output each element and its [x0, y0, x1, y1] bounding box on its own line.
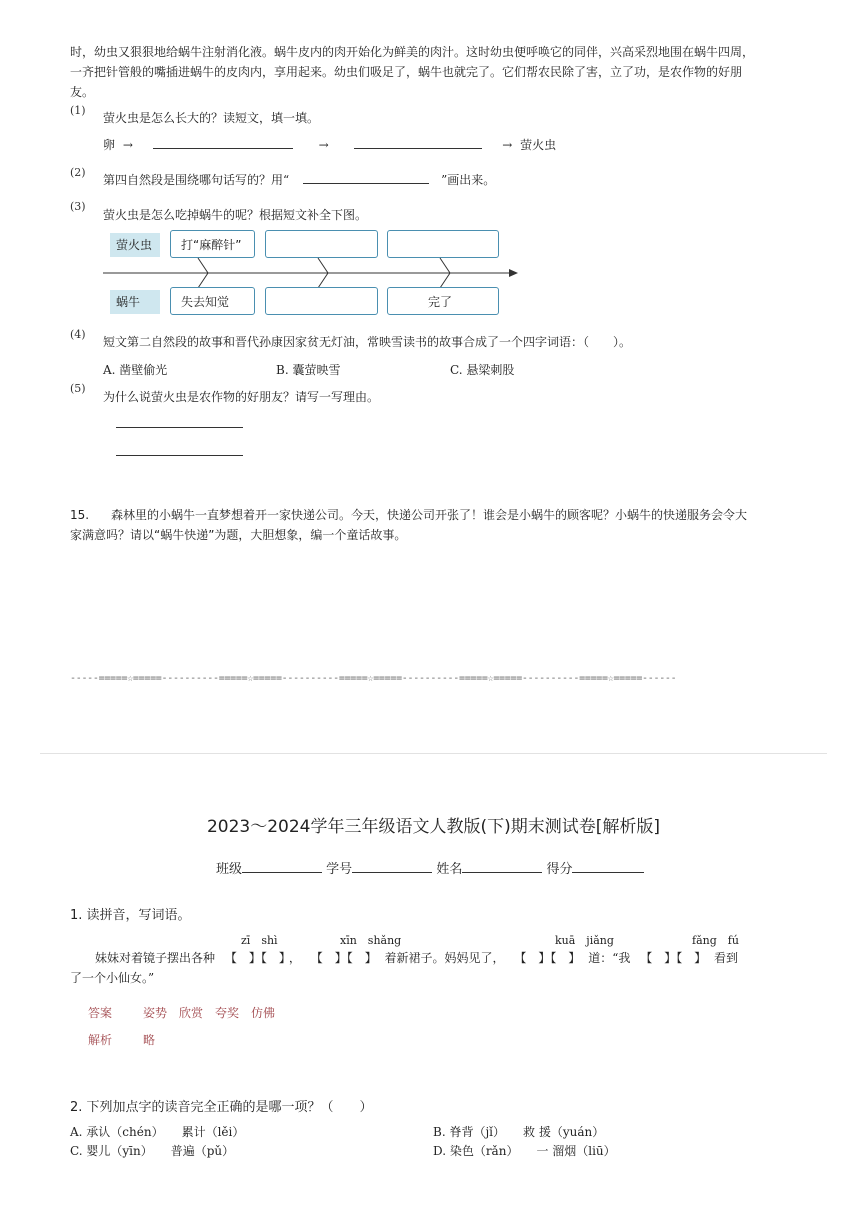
field-score-blank[interactable] [572, 860, 644, 873]
q2-blank[interactable] [303, 171, 429, 184]
passage-line-2: 一齐把针管般的嘴插进蜗牛的皮肉内，享用起来。幼虫们吸足了，蜗牛也就完了。它们帮农民除了害，立了功，是农作物的好朋 [70, 65, 743, 79]
pinyin-1: zī shì [241, 934, 278, 947]
q2-text-b: ”画出来。 [441, 173, 496, 187]
arrow-icon: → [318, 138, 329, 152]
e2-option-b[interactable]: B. 脊背（jǐ） 救 援（yuán） [433, 1125, 605, 1139]
exam-info-fields [216, 858, 644, 877]
pinyin-3: kuā jiǎng [555, 934, 614, 947]
field-id-label: 学号 [326, 862, 353, 877]
field-name-label: 姓名 [436, 862, 463, 877]
section-separator: -----=====☆=====----------=====☆=====----------=====☆=====----------=====☆=====----------=====☆=====------ [70, 673, 677, 684]
q5-text: 为什么说萤火虫是农作物的好朋友？请写一写理由。 [103, 390, 380, 404]
q1-number: (1) [70, 104, 86, 117]
e1-sentence-line-2: 了一个小仙女。” [70, 971, 155, 985]
q1-end: 萤火虫 [520, 138, 557, 152]
field-class-blank[interactable] [242, 860, 322, 873]
e2-option-a[interactable]: A. 承认（chén） 累计（lěi） [70, 1125, 245, 1139]
diagram-box-top-3[interactable] [387, 230, 499, 258]
arrow-icon: → [122, 138, 133, 152]
q2-line [103, 170, 495, 190]
q4-option-c[interactable]: C. 悬梁刺股 [450, 363, 515, 377]
e1-sentence-line-1 [95, 948, 738, 968]
q3-text: 萤火虫是怎么吃掉蜗牛的呢？根据短文补全下图。 [103, 208, 368, 222]
q2-number: (2) [70, 166, 86, 179]
diagram-box-top-1: 打“麻醉针” [170, 230, 255, 258]
e2-option-c[interactable]: C. 婴儿（yīn） 普遍（pǔ） [70, 1144, 235, 1158]
answer-text: 姿势 欣赏 夸奖 仿佛 [143, 1006, 276, 1020]
q1-start: 卵 [103, 138, 116, 152]
field-class-label: 班级 [216, 862, 243, 877]
q1-blank-2[interactable] [354, 136, 482, 149]
q1-blank-1[interactable] [153, 136, 293, 149]
timeline-arrow [100, 255, 525, 291]
field-score-label: 得分 [546, 862, 573, 877]
exam-title: 2023～2024学年三年级语文人教版(下)期末测试卷[解析版] [206, 817, 661, 837]
analysis-text: 略 [143, 1033, 156, 1047]
e1-blank-3[interactable]: 【 】【 】 [514, 951, 581, 965]
e1-text-d: 道：“我 [588, 951, 631, 965]
q15-number: 15. [70, 508, 90, 522]
diagram-label-firefly: 萤火虫 [110, 233, 160, 257]
e1-text-b: ， [288, 951, 301, 965]
q5-answer-line-1[interactable] [116, 427, 243, 428]
e1-blank-1[interactable]: 【 】【 】 [224, 951, 285, 965]
q1-text: 萤火虫是怎么长大的？读短文，填一填。 [103, 111, 320, 125]
passage-line-1: 时，幼虫又狠狠地给蜗牛注射消化液。蜗牛皮内的肉开始化为鲜美的肉汁。这时幼虫便呼唤它的同伴，兴高采烈地围在蜗牛四周， [70, 45, 755, 59]
answer-label: 答案 [88, 1006, 113, 1020]
pinyin-4: fǎng fú [692, 934, 739, 947]
q4-option-b[interactable]: B. 囊萤映雪 [276, 363, 341, 377]
e1-blank-4[interactable]: 【 】【 】 [640, 951, 707, 965]
q5-number: (5) [70, 382, 86, 395]
e1-text-e: 看到 [714, 951, 739, 965]
diagram-box-bottom-2[interactable] [265, 287, 378, 315]
diagram-box-bottom-1: 失去知觉 [170, 287, 255, 315]
q15-line-1: 森林里的小蜗牛一直梦想着开一家快递公司。今天，快递公司开张了！谁会是小蜗牛的顾客呢？小蜗牛的快递服务会令大 [111, 508, 748, 522]
e1-text-a: 妹妹对着镜子摆出各种 [95, 951, 216, 965]
e1-text-c: 着新裙子。妈妈见了， [384, 951, 505, 965]
field-name-blank[interactable] [462, 860, 542, 873]
q5-answer-line-2[interactable] [116, 455, 243, 456]
arrow-icon: → [502, 138, 513, 152]
diagram-box-bottom-3: 完了 [387, 287, 499, 315]
e1-heading: 1. 读拼音，写词语。 [70, 908, 191, 923]
q2-text-a: 第四自然段是围绕哪句话写的？用“ [103, 173, 290, 187]
diagram-label-snail: 蜗牛 [110, 290, 160, 314]
q15-line-2: 家满意吗？请以“蜗牛快递”为题，大胆想象，编一个童话故事。 [70, 528, 407, 542]
e2-option-d[interactable]: D. 染色（rǎn） 一 溜烟（liū） [433, 1144, 616, 1158]
pinyin-2: xīn shǎng [340, 934, 402, 947]
field-id-blank[interactable] [352, 860, 432, 873]
q3-number: (3) [70, 200, 86, 213]
diagram-box-top-2[interactable] [265, 230, 378, 258]
q4-option-a[interactable]: A. 凿壁偷光 [103, 363, 168, 377]
analysis-label: 解析 [88, 1033, 113, 1047]
q1-chain [103, 135, 556, 155]
e1-blank-2[interactable]: 【 】【 】 [310, 951, 377, 965]
passage-line-3: 友。 [70, 85, 95, 99]
page-divider [40, 753, 827, 754]
e2-heading: 2. 下列加点字的读音完全正确的是哪一项？（ ） [70, 1100, 373, 1115]
q4-text: 短文第二自然段的故事和晋代孙康因家贫无灯油，常映雪读书的故事合成了一个四字词语：（ ）。 [103, 335, 632, 349]
q4-number: (4) [70, 328, 86, 341]
